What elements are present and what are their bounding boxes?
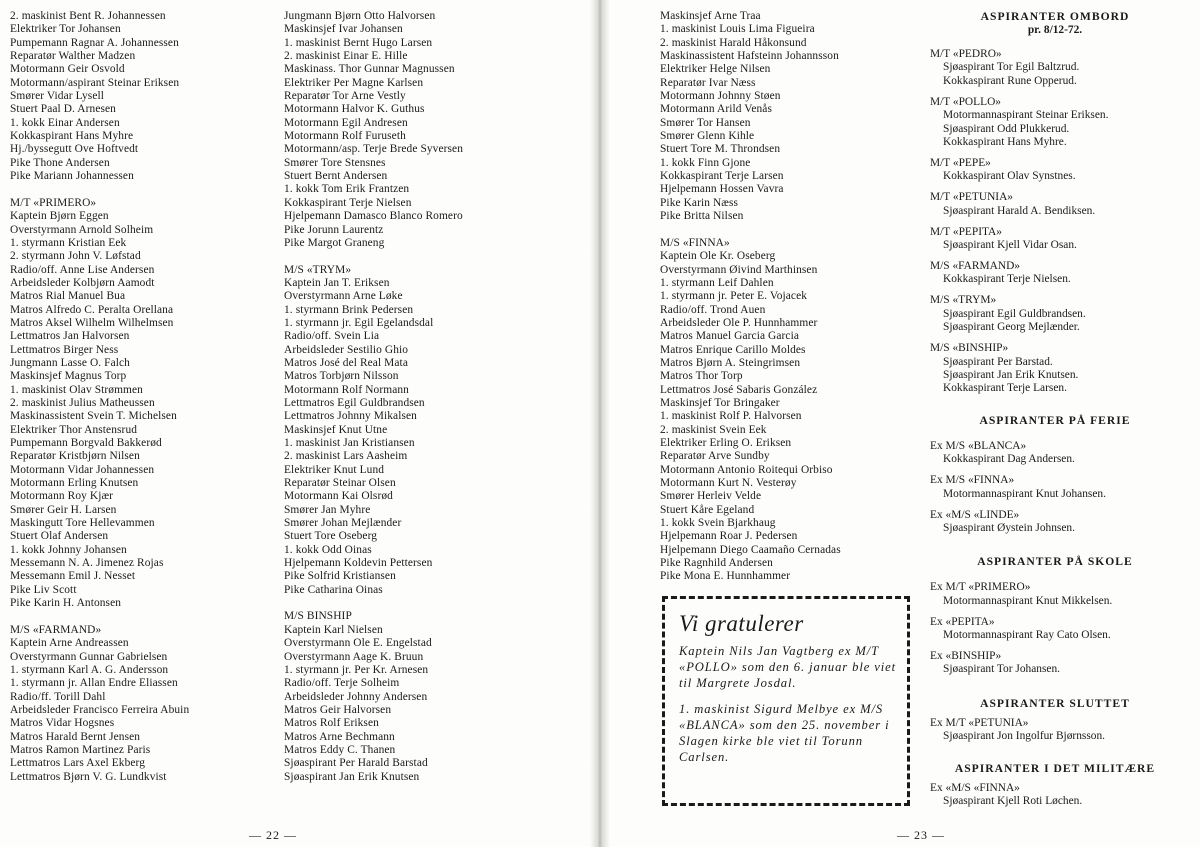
crew-entry: Pike Solfrid Kristiansen [284, 570, 396, 583]
crew-entry: Smører Herleiv Velde [660, 490, 762, 503]
crew-entry: 2. maskinist Lars Aasheim [284, 450, 408, 463]
crew-entry: Smører Geir H. Larsen [10, 503, 117, 516]
section-sluttet [930, 717, 1180, 744]
crew-entry: Maskinass. Thor Gunnar Magnussen [284, 63, 455, 76]
crew-entry: Matros Manuel Garcia Garcia [660, 330, 800, 343]
crew-list-column-2 [284, 10, 463, 784]
section-heading-skole: ASPIRANTER PÅ SKOLE [977, 555, 1133, 569]
crew-entry: Motormann/aspirant Steinar Eriksen [10, 76, 180, 89]
aspirant-entry: Kokkaspirant Terje Larsen. [943, 382, 1067, 395]
crew-entry: Motormann Rolf Furuseth [284, 130, 406, 143]
crew-entry: Maskinassistent Svein T. Michelsen [10, 410, 177, 423]
crew-entry: 1. styrmann jr. Per Kr. Arnesen [284, 663, 429, 676]
crew-entry: Pumpemann Borgvald Bakkerød [10, 437, 162, 449]
crew-entry: Kaptein Karl Nielsen [284, 623, 383, 636]
crew-entry: 2. maskinist Bent R. Johannessen [10, 10, 166, 22]
crew-entry: Smører Jan Myhre [284, 503, 371, 516]
crew-entry: Motormann Kurt N. Vesterøy [660, 477, 797, 490]
aspirant-ship-name: Ex «PEPITA» [930, 615, 995, 628]
aspirant-ship-name: M/T «PEDRO» [930, 48, 1002, 60]
aspirant-ship-block [930, 157, 1180, 184]
crew-entry: Arbeidsleder Johnny Andersen [284, 690, 428, 703]
crew-entry: Radio/off. Svein Lia [284, 330, 380, 343]
crew-entry: Pike Liv Scott [10, 583, 77, 596]
crew-entry: Lettmatros Johnny Mikalsen [284, 410, 417, 423]
aspirant-entry: Motormannaspirant Knut Johansen. [943, 487, 1106, 500]
aspirant-entry: Kokkaspirant Terje Nielsen. [943, 273, 1071, 286]
crew-entry: Kokkaspirant Hans Myhre [10, 130, 134, 143]
crew-entry: Matros Harald Bernt Jensen [10, 730, 141, 743]
crew-entry: Smører Johan Mejlænder [284, 517, 402, 530]
section-militaere [930, 782, 1180, 809]
page-number-right: — 23 — [897, 828, 945, 842]
aspirants-column [930, 10, 1180, 816]
page-number-left: — 22 — [249, 828, 297, 842]
aspirant-ship-name: M/T «PETUNIA» [930, 191, 1014, 204]
crew-entry: Motormann Roy Kjær [10, 490, 114, 503]
crew-entry: Motormann Rolf Normann [284, 383, 409, 396]
aspirant-ship-block [930, 48, 1180, 88]
crew-entry: Smører Tore Stensnes [284, 156, 386, 169]
crew-entry: Motormann Halvor K. Guthus [284, 103, 425, 116]
crew-entry: Matros Torbjørn Nilsson [284, 370, 399, 383]
crew-entry: Motormann Antonio Roitequi Orbiso [660, 463, 833, 476]
crew-entry: Matros Rolf Eriksen [284, 717, 379, 730]
crew-entry: Matros Arne Bechmann [284, 730, 395, 743]
crew-entry: Matros José del Real Mata [284, 356, 408, 369]
aspirant-entry: Kokkaspirant Rune Opperud. [943, 74, 1077, 87]
aspirant-entry: Motormannaspirant Ray Cato Olsen. [943, 629, 1111, 642]
crew-entry: 1. styrmann Karl A. G. Andersson [10, 663, 169, 676]
ship-heading: M/S «FARMAND» [10, 623, 102, 636]
crew-entry: 1. kokk Einar Andersen [10, 116, 120, 129]
crew-entry: Reparatør Walther Madzen [10, 50, 136, 63]
congratulations-text-1: Kaptein Nils Jan Vagtberg ex M/T «POLLO» som den 6. januar ble viet til Margrete Josdal. [679, 644, 897, 691]
crew-entry: Overstyrmann Aage K. Bruun [284, 650, 424, 663]
aspirant-ship-name: Ex «M/S «LINDE» [930, 508, 1020, 521]
crew-entry: Lettmatros Bjørn V. G. Lundkvist [10, 770, 167, 783]
crew-entry: Lettmatros Birger Ness [10, 343, 119, 356]
aspirant-ship-name: M/T «PEPE» [930, 156, 991, 169]
spacer [10, 610, 189, 623]
aspirant-ship-block [930, 226, 1180, 253]
crew-entry: Kaptein Ole Kr. Oseberg [660, 250, 776, 263]
section-heading-militaere: ASPIRANTER I DET MILITÆRE [954, 761, 1156, 775]
ship-heading: M/S «FINNA» [660, 236, 730, 249]
aspirant-entry: Sjøaspirant Øystein Johnsen. [943, 521, 1075, 534]
crew-entry: 2. maskinist Svein Eek [660, 423, 767, 436]
crew-entry: Overstyrmann Arnold Solheim [10, 223, 154, 236]
section-heading-ombord: ASPIRANTER OMBORD [980, 10, 1130, 23]
aspirant-ship-name: Ex M/S «BLANCA» [930, 439, 1027, 452]
aspirant-ship-block [930, 581, 1180, 608]
crew-list-column-3 [660, 10, 841, 584]
crew-entry: Elektriker Helge Nilsen [660, 63, 771, 76]
crew-entry: Radio/off. Terje Solheim [284, 677, 400, 690]
crew-entry: Reparatør Kristbjørn Nilsen [10, 450, 140, 463]
crew-entry: Arbeidsleder Kolbjørn Aamodt [10, 276, 155, 289]
crew-entry: 2. maskinist Einar E. Hille [284, 50, 408, 63]
aspirant-entry: Sjøaspirant Harald A. Bendiksen. [943, 204, 1096, 217]
crew-entry: Pumpemann Ragnar A. Johannessen [10, 36, 179, 49]
aspirant-entry: Sjøaspirant Jon Ingolfur Bjørnsson. [943, 730, 1105, 743]
crew-entry: Maskinsjef Tor Bringaker [660, 396, 780, 409]
aspirant-ship-block [930, 342, 1180, 396]
crew-entry: Reparatør Steinar Olsen [284, 477, 396, 490]
crew-entry: Stuert Kåre Egeland [660, 503, 755, 516]
aspirant-ship-name: Ex «M/S «FINNA» [930, 781, 1020, 794]
crew-entry: 1. styrmann Brink Pedersen [284, 303, 414, 316]
crew-entry: 1. kokk Johnny Johansen [10, 543, 127, 556]
crew-entry: Motormann Kai Olsrød [284, 490, 393, 503]
crew-entry: Maskinsjef Knut Utne [284, 423, 388, 436]
crew-entry: Maskinassistent Hafsteinn Johannsson [660, 50, 839, 63]
aspirant-ship-name: Ex M/T «PETUNIA» [930, 716, 1029, 729]
crew-entry: Motormann/asp. Terje Brede Syversen [284, 143, 464, 156]
aspirant-ship-block [930, 650, 1180, 677]
aspirant-ship-block [930, 96, 1180, 150]
crew-entry: Overstyrmann Øivind Marthinsen [660, 263, 818, 276]
aspirant-entry: Motormannaspirant Knut Mikkelsen. [943, 594, 1113, 607]
crew-entry: Smører Tor Hansen [660, 116, 751, 129]
congratulations-box [662, 596, 910, 806]
crew-entry: Radio/off. Anne Lise Andersen [10, 263, 155, 276]
aspirant-ship-name: Ex «BINSHIP» [930, 650, 1002, 663]
crew-entry: Maskinsjef Magnus Torp [10, 370, 127, 383]
crew-entry: Stuert Tore M. Throndsen [660, 143, 781, 156]
crew-entry: 1. kokk Odd Oinas [284, 543, 372, 556]
section-date: pr. 8/12-72. [1027, 24, 1083, 36]
crew-entry: Overstyrmann Ole E. Engelstad [284, 637, 432, 650]
crew-entry: Jungmann Lasse O. Falch [10, 356, 130, 369]
crew-entry: Elektriker Thor Anstensrud [10, 423, 138, 436]
crew-entry: Hj./byssegutt Ove Hoftvedt [10, 143, 139, 156]
crew-entry: Jungmann Bjørn Otto Halvorsen [284, 10, 436, 22]
crew-entry: Smører Vidar Lysell [10, 90, 105, 103]
crew-entry: Reparatør Ivar Næss [660, 76, 756, 89]
aspirant-entry: Sjøaspirant Tor Johansen. [943, 663, 1060, 676]
aspirant-entry: Sjøaspirant Egil Guldbrandsen. [943, 307, 1086, 320]
crew-entry: Motormann Vidar Johannessen [10, 463, 155, 476]
crew-entry: Matros Geir Halvorsen [284, 703, 392, 716]
aspirant-entry: Sjøaspirant Kjell Roti Løchen. [943, 794, 1083, 807]
section-heading-sluttet: ASPIRANTER SLUTTET [980, 696, 1130, 710]
ship-heading: M/S BINSHIP [284, 610, 352, 623]
spacer [284, 250, 463, 263]
crew-entry: Reparatør Tor Arne Vestly [284, 90, 406, 103]
crew-entry: 2. maskinist Harald Håkonsund [660, 36, 807, 49]
crew-entry: Pike Margot Graneng [284, 236, 385, 249]
crew-entry: 1. kokk Tom Erik Frantzen [284, 183, 410, 196]
aspirant-ship-block [930, 474, 1180, 501]
aspirant-entry: Sjøaspirant Jan Erik Knutsen. [943, 368, 1079, 381]
crew-entry: Elektriker Per Magne Karlsen [284, 76, 424, 89]
aspirant-ship-name: Ex M/T «PRIMERO» [930, 581, 1031, 594]
spacer [660, 224, 841, 237]
crew-entry: Motormann Arild Venås [660, 103, 772, 116]
crew-entry: Smører Glenn Kihle [660, 130, 755, 143]
crew-entry: Matros Vidar Hogsnes [10, 717, 115, 730]
crew-entry: Motormann Johnny Støen [660, 90, 781, 103]
congratulations-title: Vi gratulerer [679, 611, 804, 636]
crew-entry: Maskinsjef Ivar Johansen [284, 23, 403, 36]
section-ferie [930, 440, 1180, 536]
crew-entry: Hjelpemann Diego Caamaño Cernadas [660, 543, 841, 556]
crew-entry: Hjelpemann Koldevin Pettersen [284, 557, 433, 570]
crew-entry: Maskinsjef Arne Traa [660, 10, 761, 22]
aspirant-ship-name: M/S «FARMAND» [930, 260, 1020, 273]
crew-entry: Lettmatros Lars Axel Ekberg [10, 757, 146, 770]
aspirant-ship-name: Ex M/S «FINNA» [930, 474, 1015, 487]
aspirant-ship-block [930, 717, 1180, 744]
crew-entry: Stuert Bernt Andersen [284, 170, 388, 183]
crew-entry: Stuert Tore Oseberg [284, 530, 378, 543]
crew-entry: Arbeidsleder Ole P. Hunnhammer [660, 316, 818, 329]
aspirant-ship-name: M/S «BINSHIP» [930, 342, 1009, 355]
congratulations-text-2: 1. maskinist Sigurd Melbye ex M/S «BLANCA» som den 25. november i Slagen kirke ble viet til Torunn Carlsen. [679, 701, 890, 765]
crew-entry: Arbeidsleder Francisco Ferreira Abuin [10, 703, 190, 716]
aspirant-ship-name: M/T «PEPITA» [930, 225, 1002, 238]
crew-entry: Matros Alfredo C. Peralta Orellana [10, 303, 174, 316]
aspirant-entry: Sjøaspirant Kjell Vidar Osan. [943, 239, 1077, 252]
crew-entry: Matros Enrique Carillo Moldes [660, 343, 806, 356]
aspirant-ship-block [930, 782, 1180, 809]
crew-entry: Pike Thone Andersen [10, 156, 110, 169]
aspirant-entry: Motormannaspirant Steinar Eriksen. [943, 109, 1109, 122]
crew-entry: Elektriker Erling O. Eriksen [660, 437, 792, 449]
spacer [10, 183, 189, 196]
crew-entry: Pike Karin Næss [660, 196, 739, 209]
ship-heading: M/T «PRIMERO» [10, 196, 97, 209]
crew-entry: Matros Rial Manuel Bua [10, 290, 126, 303]
crew-entry: Radio/ff. Torill Dahl [10, 690, 106, 703]
crew-entry: 2. maskinist Julius Matheussen [10, 396, 155, 409]
spacer [284, 597, 463, 610]
crew-entry: Maskingutt Tore Hellevammen [10, 517, 155, 530]
crew-entry: Overstyrmann Gunnar Gabrielsen [10, 650, 168, 663]
crew-entry: Stuert Olaf Andersen [10, 530, 109, 543]
aspirant-ship-block [930, 191, 1180, 218]
crew-entry: Pike Ragnhild Andersen [660, 557, 773, 570]
aspirant-entry: Kokkaspirant Dag Andersen. [943, 453, 1075, 466]
crew-entry: Hjelpemann Roar J. Pedersen [660, 530, 798, 543]
crew-entry: Pike Britta Nilsen [660, 210, 744, 223]
section-ombord [930, 48, 1180, 396]
crew-entry: Pike Jorunn Laurentz [284, 223, 384, 236]
crew-entry: Kaptein Jan T. Eriksen [284, 276, 390, 289]
crew-entry: Lettmatros José Sabaris González [660, 383, 818, 396]
section-heading-ferie: ASPIRANTER PÅ FERIE [979, 413, 1131, 427]
crew-entry: Motormann Geir Osvold [10, 63, 125, 76]
crew-entry: Matros Eddy C. Thanen [284, 743, 396, 756]
crew-entry: 1. styrmann jr. Peter E. Vojacek [660, 290, 808, 303]
crew-entry: Motormann Egil Andresen [284, 116, 408, 129]
crew-entry: Matros Ramon Martinez Paris [10, 743, 151, 756]
aspirant-ship-name: M/T «POLLO» [930, 95, 1001, 108]
crew-entry: Kaptein Arne Andreassen [10, 637, 129, 650]
crew-entry: Overstyrmann Arne Løke [284, 290, 403, 303]
aspirant-entry: Sjøaspirant Tor Egil Baltzrud. [943, 61, 1080, 74]
crew-entry: Messemann N. A. Jimenez Rojas [10, 557, 164, 570]
crew-entry: 1. maskinist Bernt Hugo Larsen [284, 36, 433, 49]
crew-entry: Motormann Erling Knutsen [10, 477, 139, 490]
crew-list-column-1 [10, 10, 189, 784]
crew-entry: Sjøaspirant Jan Erik Knutsen [284, 770, 420, 783]
crew-entry: Messemann Emil J. Nesset [10, 570, 136, 583]
aspirant-ship-block [930, 260, 1180, 287]
aspirant-ship-name: M/S «TRYM» [930, 294, 997, 307]
crew-entry: Pike Mariann Johannessen [10, 170, 134, 183]
aspirant-entry: Sjøaspirant Per Barstad. [943, 355, 1053, 368]
aspirant-entry: Sjøaspirant Odd Plukkerud. [943, 122, 1070, 135]
crew-entry: 1. styrmann jr. Egil Egelandsdal [284, 316, 434, 329]
crew-entry: 2. styrmann John V. Løfstad [10, 250, 141, 263]
aspirant-entry: Kokkaspirant Olav Synstnes. [943, 170, 1076, 183]
crew-entry: 1. maskinist Jan Kristiansen [284, 437, 415, 449]
ship-heading: M/S «TRYM» [284, 263, 352, 276]
crew-entry: Elektriker Knut Lund [284, 463, 385, 476]
crew-entry: Hjelpemann Damasco Blanco Romero [284, 210, 463, 223]
aspirant-ship-block [930, 294, 1180, 334]
section-skole [930, 581, 1180, 677]
crew-entry: 1. maskinist Rolf P. Halvorsen [660, 410, 802, 423]
aspirant-entry: Sjøaspirant Georg Mejlænder. [943, 321, 1080, 334]
book-spine [590, 0, 610, 847]
crew-entry: Lettmatros Jan Halvorsen [10, 330, 130, 343]
crew-entry: Matros Thor Torp [660, 370, 743, 383]
crew-entry: Pike Catharina Oinas [284, 583, 383, 596]
crew-entry: Kaptein Bjørn Eggen [10, 210, 109, 223]
crew-entry: Lettmatros Egil Guldbrandsen [284, 396, 425, 409]
crew-entry: Pike Karin H. Antonsen [10, 597, 122, 610]
crew-entry: Kokkaspirant Terje Nielsen [284, 196, 412, 209]
crew-entry: Matros Bjørn A. Steingrimsen [660, 356, 801, 369]
crew-entry: 1. maskinist Louis Lima Figueira [660, 23, 815, 36]
crew-entry: Reparatør Arve Sundby [660, 450, 770, 463]
crew-entry: Radio/off. Trond Auen [660, 303, 766, 316]
crew-entry: 1. styrmann jr. Allan Endre Eliassen [10, 677, 178, 690]
crew-entry: Kokkaspirant Terje Larsen [660, 170, 784, 183]
crew-entry: Elektriker Tor Johansen [10, 23, 121, 36]
crew-entry: Arbeidsleder Sestilio Ghio [284, 343, 409, 356]
aspirant-ship-block [930, 440, 1180, 467]
crew-entry: Stuert Paal D. Arnesen [10, 103, 116, 116]
crew-entry: Hjelpemann Hossen Vavra [660, 183, 784, 196]
crew-entry: 1. kokk Svein Bjarkhaug [660, 517, 776, 530]
crew-entry: 1. styrmann Kristian Eek [10, 236, 127, 249]
crew-entry: 1. styrmann Leif Dahlen [660, 276, 774, 289]
aspirant-entry: Kokkaspirant Hans Myhre. [943, 135, 1067, 148]
aspirant-ship-block [930, 509, 1180, 536]
crew-entry: Matros Aksel Wilhelm Wilhelmsen [10, 316, 174, 329]
crew-entry: Sjøaspirant Per Harald Barstad [284, 757, 428, 770]
crew-entry: Pike Mona E. Hunnhammer [660, 570, 791, 583]
aspirant-ship-block [930, 616, 1180, 643]
crew-entry: 1. kokk Finn Gjone [660, 156, 751, 169]
crew-entry: 1. maskinist Olav Strømmen [10, 383, 143, 396]
